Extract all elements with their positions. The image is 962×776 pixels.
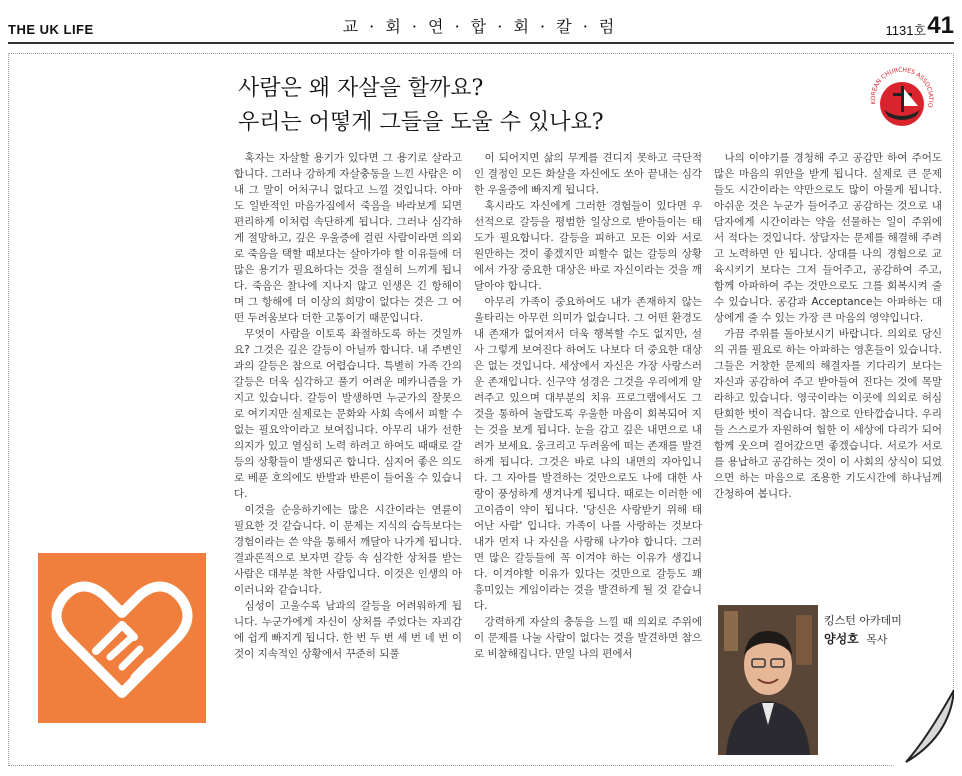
- article-column-1: [234, 150, 462, 662]
- headline-line-1: 사람은 왜 자살을 할까요?: [238, 76, 484, 101]
- paragraph: 심성이 고울수록 남과의 갈등을 어려워하게 됩니다. 누군가에게 자신이 상처를 주었다는 자괴감에 쉽게 빠지게 됩니다. 한 번 두 번 세 번 네 번 이것이 지속적인 상황에서 꾸준히 되풀: [234, 600, 462, 660]
- paragraph: 혹자는 자살할 용기가 있다면 그 용기로 살라고 합니다. 그러나 강하게 자살충동을 느낀 사람은 이내 그 말이 어처구니 없다고 느낄 것입니다. 아마도 일반적인 마음가짐에서 죽음을 바라보게 되면 편리하게 이처럼 속단하게 됩니다. 그러나 심각하게 절망하고, 깊은 우울증에 걸린 사람이라면 의외로 죽음을 택할 때보다는 살아가야 할 이유들에 더 많은 용기가 필요하다는 것을 절실히 느끼게 됩니다. 죽음은 찰나에 지나지 않고 인생은 긴 항해이며 그 항해에 더 이상의 희망이 없다는 것은 그 어떤 두려움보다 더한 고통이기 때문입니다.: [234, 152, 462, 324]
- issue-number: 1131호: [885, 23, 926, 38]
- heart-handshake-illustration: [38, 553, 206, 723]
- section-title: 교 · 회 · 연 · 합 · 회 · 칼 · 럼: [342, 17, 618, 36]
- page-number: 41: [927, 12, 954, 39]
- paragraph: 가끔 주위를 돌아보시기 바랍니다. 의외로 당신의 귀를 필요로 하는 아파하는 영혼들이 있습니다. 그들은 거창한 문제의 해결자를 기다리기 보다는 자신과 공감하여 주고 받아들여 진다는 것에 목말라하고 있습니다. 영국이라는 이곳에 의외로 허심탄회한 벗이 적습니다. 참으로 안타깝습니다. 우리들 스스로가 자원하여 험한 이 세상에 다리가 되어 함께 웃으며 걸어갔으면 좋겠습니다. 서로가 서로를 용납하고 공감하는 것이 이 사회의 상식이 되었으면 하는 마음으로 조용한 기도시간에 하나님께 간청하여 봅니다.: [714, 328, 942, 500]
- association-logo: [862, 62, 942, 142]
- author-title: 목사: [866, 633, 888, 646]
- paragraph: 혹시라도 자신에게 그러한 경험들이 있다면 우선적으로 갈등을 평범한 일상으로 받아들이는 태도가 필요합니다. 갈등을 피하고 모든 이와 서로 원만하는 것이 좋겠지만 피할수 없는 갈등의 상황에서 가장 중요한 대상은 바로 자신이라는 것을 깨달아야 합니다.: [474, 200, 702, 292]
- paragraph: 이것을 순응하기에는 많은 시간이라는 연륜이 필요한 것 같습니다. 이 문제는 지식의 습득보다는 경험이라는 쓴 약을 통해서 깨달아 나가게 됩니다. 결과론적으로 보자면 갈등 속 심각한 상처를 받는 사람은 대부분 착한 사람입니다. 이것은 인생의 아이러니와 같습니다.: [234, 504, 462, 596]
- paragraph: 나의 이야기를 경청해 주고 공감만 하여 주어도 많은 마음의 위안을 받게 됩니다. 실제로 큰 문제들도 시간이라는 약만으로도 많이 아물게 됩니다. 아쉬운 것은 누군가 들어주고 공감하는 것으로 내담자에게 시간이라는 약을 선물하는 일이 주위에서 적다는 것입니다. 상담자는 문제를 해결해 주려고 노력하면 안 됩니다. 상대를 나의 경험으로 교육시키기 보다는 그저 들어주고, 공감하여 주고, 함께 아파하여 주는 것만으로도 그를 회복시켜 줄 수 있습니다. 공감과 Acceptance는 아파하는 대상에게 줄 수 있는 가장 큰 마음의 영약입니다.: [714, 152, 942, 324]
- page-header: [0, 0, 962, 40]
- article-column-2: [474, 150, 702, 662]
- headline-line-2: 우리는 어떻게 그들을 도울 수 있나요?: [238, 110, 604, 135]
- page-curl-decoration: [892, 690, 954, 766]
- article-headline: [238, 72, 838, 140]
- author-name: 양성호: [824, 632, 859, 646]
- paragraph: 아무리 가족이 중요하여도 내가 존재하지 않는 울타리는 아무런 의미가 없습니다. 그 어떤 환경도 내 존재가 없어져서 더욱 행복할 수도 없지만, 설사 그렇게 보여진다 하여도 나보다 더 중요한 대상은 없는 것입니다. 세상에서 자신은 가장 사랑스러운 존재입니다. 신구약 성경은 그것을 우리에게 알려주고 있으며 대부분의 치유 프로그램에서도 그것을 통하여 놀랍도록 우울한 마음이 회복되어 지는 것을 보게 됩니다. 눈을 감고 깊은 내면으로 내려가 보세요. 웅크리고 두려움에 떠는 존재를 발견하게 됩니다. 그것은 바로 나의 내면의 자아입니다. 그 자아를 발견하는 것만으로도 나에 대한 사랑이 풍성하게 생겨나게 됩니다. 때로는 이러한 에고이즘이 약이 됩니다. '당신은 사랑받기 위해 태어난 사람' 입니다. 가족이 나를 사랑하는 것보다 내가 먼저 나 자신을 사랑해 나가야 합니다. 그러면 많은 갈등들에 꼭 이겨야 하는 이유가 생깁니다. 이겨야할 이유가 있다는 것만으로 갈등도 꽤 흥미있는 게임이라는 것을 발견하게 될 것 같습니다.: [474, 296, 702, 612]
- paragraph: 이 되어지면 삶의 무게를 견디지 못하고 극단적인 결정인 모든 화살을 자신에도 쏘아 끝내는 심각한 우울증에 빠지게 됩니다.: [474, 152, 702, 196]
- author-affiliation: 킹스턴 아카데미: [824, 614, 902, 627]
- paragraph: 무엇이 사람을 이토록 좌절하도록 하는 것일까요? 그것은 깊은 갈등이 아닐까 합니다. 내 주변인과의 갈등은 참으로 어렵습니다. 특별히 가족 간의 갈등은 더욱 심각하고 풀기 어려운 메카니즘을 가지고 있습니다. 갈등이 발생하면 누군가의 잘못으로 여기지만 실제로는 문화와 사회 속에서 피할 수 없는 필요악이라고 보여집니다. 아무리 내가 선한 의지가 있고 열심히 노력 하려고 하여도 때때로 갈등의 상황들이 발생되곤 합니다. 심지어 좋은 의도로 베푼 호의에도 반발과 반론이 들어올 수 있습니다.: [234, 328, 462, 500]
- article-column-3: [714, 150, 942, 502]
- author-info: [824, 612, 902, 649]
- heart-handshake-icon: [38, 553, 206, 723]
- logo-text: KOREAN CHURCHES ASSOCIATIO: [869, 66, 935, 109]
- header-rule: [8, 42, 954, 44]
- publication-name: THE UK LIFE: [8, 22, 94, 37]
- paragraph: 강력하게 자살의 충동을 느낄 때 의외로 주위에 이 문제를 나눌 사람이 없다는 것을 발견하면 참으로 비참해집니다. 만일 나의 편에서: [474, 616, 702, 660]
- author-photo: [718, 605, 818, 755]
